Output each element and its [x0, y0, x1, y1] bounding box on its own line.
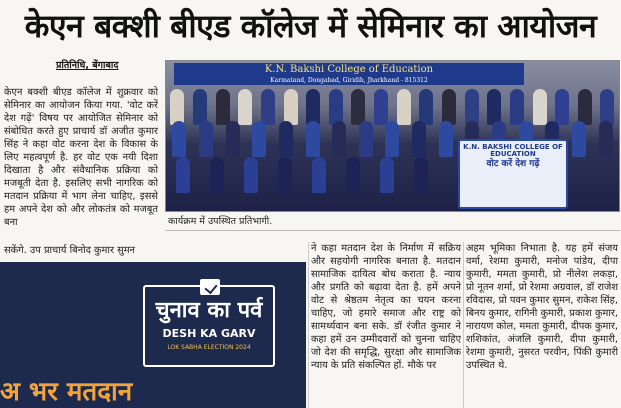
column-divider [308, 242, 309, 408]
divider [165, 230, 620, 231]
ad-bottom-text: अ भर मतदान [0, 377, 133, 407]
crowd-back-row [166, 89, 619, 125]
ad-subtitle: LOK SABHA ELECTION 2024 [167, 344, 251, 351]
article-column-3: अहम भूमिका निभाता है. यह हमें संजय वर्मा, रेशमा कुमारी, मनोज पांडेय, दीपा कुमारी, ममता कुमारी, प्रो नीलेश लकड़ा, प्रो नूतन शर्मा, प्रो रेशमा अग्रवाल, डॉ राजेश रविदास, प्रो पवन कुमार सुमन, राकेश सिंह, बिनय कुमार, रागिनी कुमारी, प्रकाश कुमार, नारायण कोल, ममता कुमारी, दीपक कुमार, शशिकांत, अंजलि कुमारी, दीपा कुमारी, रेशमा कुमारी, नुसरत परवीन, पिंकी कुमारी उपस्थित थे. [466, 243, 618, 371]
standee-title: K.N. BAKSHI COLLEGE OF EDUCATION [463, 143, 563, 158]
college-banner-title: K.N. Bakshi College of Education [264, 64, 434, 75]
article-column-1: केएन बक्शी बीएड कॉलेज में शुक्रवार को सेमिनार का आयोजन किया गया. 'वोट करें देश गढ़ें' विषय पर आयोजित सेमिनार को संबोधित करते हुए प्राचार्य डॉ अजीत कुमार सिंह ने कहा वोट करना देश के विकास के लिए महत्वपूर्ण है. हर वोट एक नयी दिशा दिखाता है और संवैधानिक प्रक्रिया को मजबूती देता है. इसलिए सभी नागरिक को मतदान प्रक्रिया में भाग लेना चाहिए, इससे हम अपने देश को और लोकतंत्र को मजबूत बना [4, 87, 158, 228]
headline: केएन बक्शी बीएड कॉलेज में सेमिनार का आयोजन [24, 7, 597, 45]
article-column-2: ने कहा मतदान देश के निर्माण में सक्रिय और सहयोगी नागरिक बनाता है. मतदान सामाजिक दायित्व बोध कराता है. न्याय और प्रगति को बढ़ावा देता है. हमें अपने वोट से श्रेष्ठतम नेतृत्व का चयन करना चाहिए, जो हमारे समाज और राष्ट्र को सामर्थ्यवान बना सके. डॉ रंजीत कुमार ने कहा हमें उन उम्मीदवारों को चुनना चाहिए जो देश की समृद्धि, सुरक्षा और सामाजिक न्याय के प्रति संकल्पित हों. मौके पर [311, 243, 461, 371]
article-column-1-continued: सकेंगे. उप प्राचार्य बिनोद कुमार सुमन [4, 245, 135, 256]
college-banner-address: Karmatand, Dongabad, Giridih, Jharkhand - 815312 [270, 77, 428, 84]
byline: प्रतिनिधि, बेंगाबाद [56, 60, 119, 71]
standee-slogan: वोट करें देश गढ़ें [486, 159, 540, 169]
college-banner [174, 63, 524, 85]
event-photo [165, 60, 620, 212]
event-standee [458, 139, 568, 209]
ad-title-hindi: चुनाव का पर्व [155, 298, 263, 323]
photo-caption: कार्यक्रम में उपस्थित प्रतिभागी. [168, 216, 273, 227]
crowd-front-row [166, 157, 438, 193]
ballot-box-icon [200, 279, 220, 295]
ad-title-english: DESH KA GARV [162, 327, 256, 340]
column-divider [463, 242, 464, 408]
